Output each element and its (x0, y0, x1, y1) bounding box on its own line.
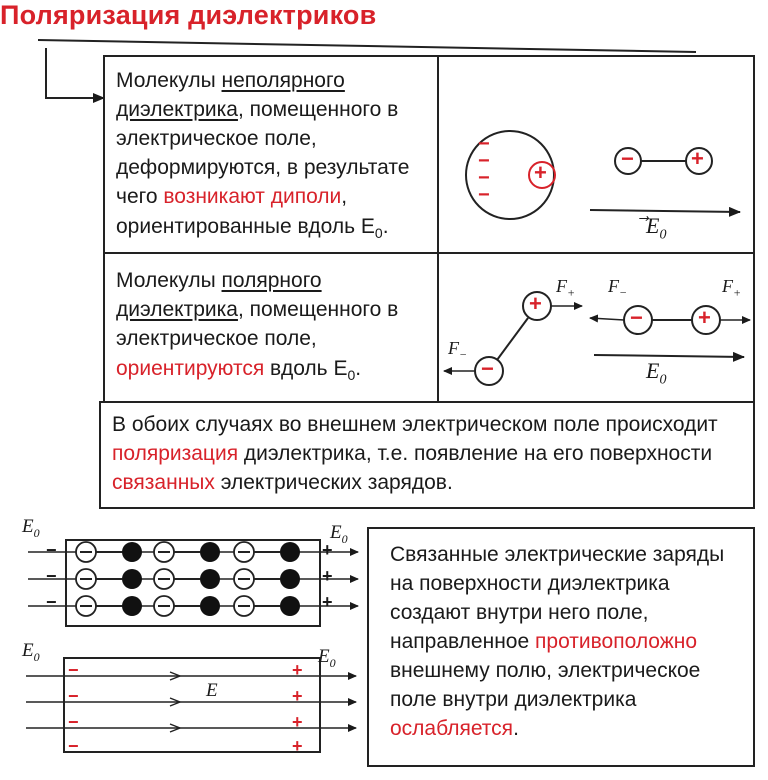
dipole-positive-end (280, 569, 300, 589)
field-label-chain-right: $E_0$ (330, 522, 348, 546)
nonpolar-line-2: диэлектрика, помещенного в (116, 98, 399, 121)
force-minus-label-1: $F_-$ (448, 338, 468, 362)
bound-plus-right: + (292, 736, 303, 756)
nonpolar-line-1: Молекулы неполярного (116, 69, 345, 92)
field-label-slab-right: $E_0$ (318, 646, 336, 670)
dipole-positive-end (122, 542, 142, 562)
nonpolar-line-4: деформируются, в результате (116, 156, 410, 179)
surface-plus-right: + (322, 592, 333, 612)
field-label-chain-left: $E_0$ (22, 516, 40, 540)
bound-minus-left: − (68, 660, 79, 680)
force-minus-label-2: $F_-$ (608, 276, 628, 300)
bound-plus-right: + (292, 686, 303, 706)
dipole-positive-end (122, 596, 142, 616)
page-title: Поляризация диэлектриков (0, 0, 377, 30)
bound-minus-left: − (68, 686, 79, 706)
dipole-plus-sign: + (691, 146, 704, 171)
dipole-positive-end (200, 542, 220, 562)
bound-line-3: создают внутри него поле, (390, 601, 649, 624)
polar-plus-rotated: + (529, 291, 542, 316)
force-plus-label-1: $F_+$ (556, 276, 576, 300)
polar-line-2: диэлектрика, помещенного в (116, 298, 399, 321)
surface-plus-right: + (322, 566, 333, 586)
polar-line-4: ориентируются вдоль $E_0$. (116, 357, 362, 384)
bound-plus-right: + (292, 712, 303, 732)
surface-minus-left: − (46, 566, 57, 586)
polar-plus-aligned: + (698, 305, 711, 330)
summary-line-2: поляризация диэлектрика, т.е. появление на его поверхности (112, 442, 713, 465)
bound-line-5: внешнему полю, электрическое (390, 659, 701, 682)
polar-line-3: электрическое поле, (116, 327, 317, 350)
surface-minus-left: − (46, 540, 57, 560)
polar-minus-aligned: − (630, 305, 643, 330)
bound-line-1: Связанные электрические заряды (390, 543, 725, 566)
force-plus-label-2: $F_+$ (722, 276, 742, 300)
bound-plus-right: + (292, 660, 303, 680)
nucleus-plus-sign: + (534, 160, 547, 185)
dipole-minus-sign: − (621, 146, 634, 171)
bound-minus-left: − (68, 736, 79, 756)
field-label-polar: $E_0$ (646, 358, 667, 388)
bound-minus-left: − (68, 712, 79, 732)
summary-line-1: В обоих случаях во внешнем электрическом поле происходит (112, 413, 718, 436)
dipole-positive-end (280, 542, 300, 562)
dipole-positive-end (200, 569, 220, 589)
summary-line-3: связанных электрических зарядов. (112, 471, 453, 494)
surface-plus-right: + (322, 540, 333, 560)
negative-charge-cloud: − − − − (478, 133, 490, 206)
nonpolar-line-6: ориентированные вдоль $E_0$. (116, 215, 389, 242)
bound-line-2: на поверхности диэлектрика (390, 572, 670, 595)
bound-line-4: направленное противоположно (390, 630, 698, 653)
dipole-positive-end (280, 596, 300, 616)
surface-minus-left: − (46, 592, 57, 612)
nonpolar-line-5: чего возникают диполи, (116, 185, 348, 208)
polar-minus-rotated: − (481, 356, 494, 381)
dipole-positive-end (200, 596, 220, 616)
nonpolar-line-3: электрическое поле, (116, 127, 317, 150)
polar-line-1: Молекулы полярного (116, 269, 322, 292)
dipole-positive-end (122, 569, 142, 589)
field-label-nonpolar: $E_0$ (646, 213, 667, 243)
field-label-inner: E (206, 680, 218, 701)
bound-line-6: поле внутри диэлектрика (390, 688, 637, 711)
bound-line-7: ослабляется. (390, 717, 519, 740)
field-label-slab-left: $E_0$ (22, 640, 40, 664)
